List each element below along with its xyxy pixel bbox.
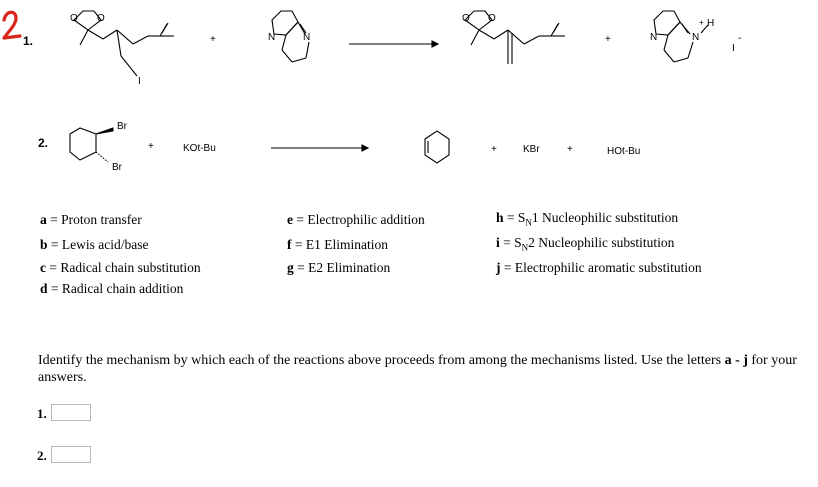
plus-sign: + xyxy=(148,141,154,152)
amidinium-n-label-2: N xyxy=(692,32,700,43)
mechanism-option-d: d = Radical chain addition xyxy=(40,281,184,296)
plus-sign: + xyxy=(491,144,497,155)
amidinium-h-label: H xyxy=(707,18,715,29)
mechanism-option-j: j = Electrophilic aromatic substitution xyxy=(496,260,702,275)
reactant-2-structure xyxy=(70,128,113,162)
iodide-atom-label: I xyxy=(138,76,141,87)
answer-2-input[interactable] xyxy=(51,446,91,463)
plus-sign: + xyxy=(210,34,216,45)
instructions-text: Identify the mechanism by which each of the reactions above proceeds from among the mechanisms listed. Use the letters a - j for your answers. xyxy=(38,353,797,385)
mechanism-option-h: $h = S_N1$ Nucleophilic substitution xyxy=(496,210,679,228)
reactant-1-structure xyxy=(74,11,174,76)
amidine-n-label: N xyxy=(268,32,276,43)
reaction-2-number: 2. xyxy=(38,136,49,150)
mechanism-option-f: f = E1 Elimination xyxy=(287,237,388,252)
answer-1-input[interactable] xyxy=(51,404,91,421)
product-oxygen-label-2: O xyxy=(488,13,496,24)
iodide-ion-label: I xyxy=(732,43,735,54)
bromine-top-label: Br xyxy=(117,121,127,132)
amidinium-charge: + xyxy=(699,18,704,27)
byproduct-kbr: KBr xyxy=(523,144,540,155)
amidine-n-label-2: N xyxy=(303,32,311,43)
mechanism-option-e: e = Electrophilic addition xyxy=(287,212,425,227)
mechanism-option-c: c = Radical chain substitution xyxy=(40,260,201,275)
ketal-oxygen-label: O xyxy=(70,13,78,24)
iodide-charge: - xyxy=(738,33,742,44)
mechanism-option-a: a = Proton transfer xyxy=(40,212,142,227)
reaction-1-number: 1. xyxy=(23,34,34,48)
mechanism-option-i: $i = S_N2$ Nucleophilic substitution xyxy=(496,235,675,253)
answer-2-label: 2. xyxy=(37,448,47,463)
answer-1-label: 1. xyxy=(37,406,47,421)
cyclohexene-structure xyxy=(425,131,449,163)
bromine-bottom-label: Br xyxy=(112,162,122,173)
amidinium-n-label: N xyxy=(650,32,658,43)
plus-sign: + xyxy=(567,144,573,155)
mechanism-option-g: g = E2 Elimination xyxy=(287,260,391,275)
ketal-oxygen-label-2: O xyxy=(97,13,105,24)
product-1-structure xyxy=(465,11,565,64)
base-reagent: KOt-Bu xyxy=(183,143,216,154)
plus-sign: + xyxy=(605,34,611,45)
mechanism-option-b: b = Lewis acid/base xyxy=(40,237,149,252)
byproduct-tbuoh: HOt-Bu xyxy=(607,146,641,157)
handwritten-2-mark xyxy=(4,12,20,38)
product-oxygen-label: O xyxy=(462,13,470,24)
